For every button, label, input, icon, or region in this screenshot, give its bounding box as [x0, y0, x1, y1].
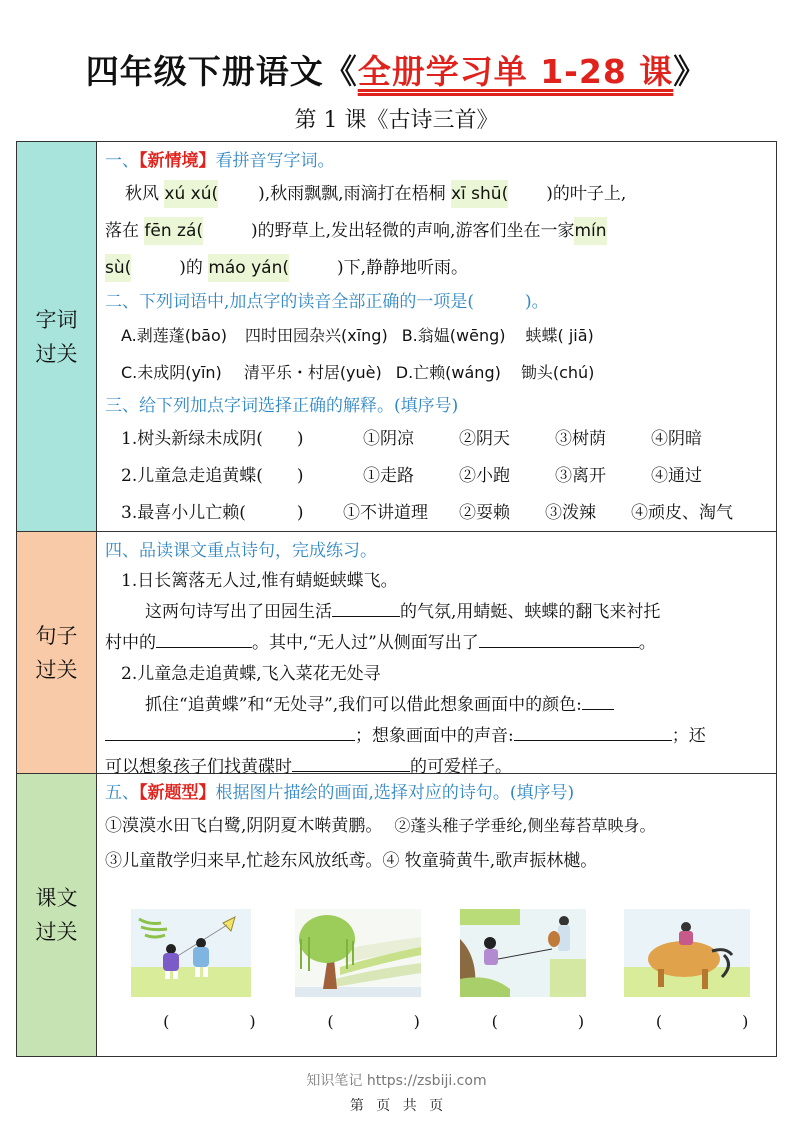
q3-option: ④顽皮、淘气: [631, 503, 733, 523]
question-2-heading: 二、下列词语中,加点字的读音全部正确的一项是( )。: [105, 292, 549, 312]
q4-p1-line: [105, 597, 770, 628]
question-4-heading: 四、品读课文重点诗句，完成练习。: [105, 541, 377, 561]
q1-text: 看拼音写字词。: [215, 151, 335, 171]
side-label-word: [17, 142, 97, 531]
q4-p1-line2: [105, 628, 770, 659]
side-label-line1: 句子: [35, 623, 78, 648]
answer-line[interactable]: [582, 691, 614, 710]
q2-option-c1: C.未成阴(yīn): [121, 363, 222, 382]
section-sentence: [17, 532, 776, 777]
q1-text-a: 秋风: [125, 184, 159, 204]
picture-kite: [131, 909, 288, 1032]
q1-text-e: )的野草上,发出轻微的声响,游客们坐在一家: [251, 221, 575, 241]
q4-p2-line2: [105, 721, 770, 752]
q3-option: ②耍赖: [459, 503, 510, 523]
q4-poem-2: 2.儿童急走追黄蝶,飞入菜花无处寻: [121, 664, 381, 684]
kite-flying-image: [131, 909, 251, 997]
pinyin-fenza: fēn zá(: [144, 217, 203, 245]
q4-text: 村中的: [105, 633, 156, 653]
side-label-sentence: [17, 532, 97, 773]
answer-line[interactable]: [292, 753, 410, 772]
q5-option-4: ④ 牧童骑黄牛,歌声振林樾。: [382, 851, 598, 871]
q5-options-12: [105, 808, 770, 844]
picture-row: [105, 879, 781, 1032]
q2-option-b1: B.翁媪(wēng): [401, 326, 506, 345]
lesson-subtitle: 第 1 课《古诗三首》: [294, 108, 499, 133]
cowherd-ox-image: [624, 909, 750, 997]
answer-paren[interactable]: ( ): [163, 1012, 288, 1031]
q1-line-2: [105, 213, 770, 250]
q1-line-1: [105, 176, 770, 213]
section-text: [17, 774, 781, 1056]
q2-options-cd: [105, 354, 770, 391]
worksheet-table: [16, 141, 781, 1057]
answer-paren[interactable]: ( ): [491, 1012, 617, 1031]
q4-text: 可以想象孩子们找黄碟时: [105, 757, 292, 777]
watermark: 知识笔记 https://zsbiji.com: [306, 1073, 487, 1089]
q2-option-d2: 锄头(chú): [520, 363, 595, 382]
q3-option: ②小跑: [459, 466, 510, 486]
q2-option-c2: 清平乐・村居(yuè): [243, 363, 382, 382]
child-fishing-image: [460, 909, 586, 997]
q4-text: 的可爱样子。: [410, 757, 512, 777]
answer-line[interactable]: [105, 722, 355, 741]
answer-line[interactable]: [479, 629, 639, 648]
section-word-content: [97, 142, 776, 531]
q4-text: 这两句诗写出了田园生活: [145, 602, 332, 622]
q3-option: ④阴暗: [651, 429, 702, 449]
q1-text-d: 落在: [105, 221, 139, 241]
q1-text-f: )的: [179, 258, 203, 278]
q3-option: ③树荫: [555, 429, 606, 449]
q4-poem-1: 1.日长篱落无人过,惟有蜻蜓蛱蝶飞。: [121, 571, 398, 591]
q1-text-g: )下,静静地听雨。: [336, 258, 469, 278]
q4-text: ；想象画面中的声音:: [355, 726, 514, 746]
pinyin-maoyan: máo yán(: [208, 254, 289, 282]
picture-ox: [624, 909, 781, 1032]
q3-option: ②阴天: [459, 429, 510, 449]
q5-tag: 【新题型】: [139, 783, 216, 803]
q2-option-d1: D.亡赖(wáng): [395, 363, 501, 382]
q4-text: 抓住“追黄蝶”和“无处寻”,我们可以借此想象画面中的颜色:: [145, 695, 582, 715]
q3-stem: 3.最喜小儿亡赖( ): [121, 503, 304, 523]
q2-option-a1: A.剥莲蓬(bāo): [121, 326, 227, 345]
q3-option: ①阴凉: [363, 429, 414, 449]
q1-line-3: [105, 250, 770, 287]
answer-line[interactable]: [514, 722, 672, 741]
side-label-line1: 字词: [35, 307, 78, 332]
q5-option-3: ③儿童散学归来早,忙趁东风放纸鸢。: [105, 851, 383, 871]
q3-option: ①不讲道理: [343, 503, 428, 523]
q5-option-1: ①漠漠水田飞白鹭,阴阴夏木啭黄鹏。: [105, 816, 383, 836]
q4-text: 。其中,“无人过”从侧面写出了: [252, 633, 479, 653]
answer-paren[interactable]: ( ): [655, 1012, 781, 1031]
side-label-line2: 过关: [35, 920, 78, 944]
q3-stem: 2.儿童急走追黄蝶( ): [121, 466, 304, 486]
q2-option-b2: 蛱蝶( jiā): [525, 326, 594, 345]
q3-option: ④通过: [651, 466, 702, 486]
section-text-content: [97, 774, 781, 1056]
section-word: [17, 142, 776, 532]
title-prefix: 四年级下册语文《: [85, 52, 358, 91]
title-highlight: 全册学习单 1-28 课: [357, 52, 674, 91]
pinyin-su: sù(: [105, 254, 131, 282]
side-label-line1: 课文: [35, 886, 78, 910]
answer-line[interactable]: [332, 598, 400, 617]
q1-text-c: )的叶子上,: [546, 184, 627, 204]
title-suffix: 》: [673, 52, 708, 91]
q4-p2-line: [105, 690, 770, 721]
q3-item-2: [105, 458, 770, 495]
q4-text: 。: [638, 633, 656, 653]
q1-text-b: ),秋雨飘飘,雨滴打在梧桐: [258, 184, 446, 204]
q3-option: ③离开: [555, 466, 606, 486]
question-5-heading: [105, 778, 770, 808]
pinyin-xuxu: xú xú(: [164, 180, 218, 208]
picture-willow: [295, 909, 452, 1032]
side-label-line2: 过关: [35, 341, 78, 366]
q5-options-34: [105, 844, 770, 879]
q5-text: 根据图片描绘的画面,选择对应的诗句。(填序号): [215, 783, 575, 803]
side-label-line2: 过关: [35, 657, 78, 682]
q1-num: 一、: [105, 151, 139, 171]
answer-line[interactable]: [156, 629, 252, 648]
page-number: 第 页 共 页: [349, 1098, 444, 1114]
q5-num: 五、: [105, 783, 139, 803]
picture-fishing: [460, 909, 617, 1032]
q3-option: ①走路: [363, 466, 414, 486]
answer-paren[interactable]: ( ): [327, 1012, 452, 1031]
q3-option: ③泼辣: [545, 503, 596, 523]
question-1-heading: [105, 146, 770, 176]
q4-text: 的气氛,用蜻蜓、蛱蝶的翻飞来衬托: [400, 602, 661, 622]
page-title: [0, 46, 793, 93]
pinyin-xishu: xī shū(: [451, 180, 508, 208]
q3-item-1: [105, 421, 770, 458]
q4-text: ；还: [671, 726, 706, 746]
section-sentence-content: [97, 532, 776, 777]
q2-options-ab: [105, 317, 770, 354]
q1-tag: 【新情境】: [139, 151, 216, 171]
question-3-heading: 三、给下列加点字词选择正确的解释。(填序号): [105, 396, 459, 416]
q2-option-a2: 四时田园杂兴(xīng): [245, 326, 388, 345]
willow-paddy-image: [295, 909, 421, 997]
q3-stem: 1.树头新绿未成阴( ): [121, 429, 304, 449]
q5-option-2: ②蓬头稚子学垂纶,侧坐莓苔草映身。: [394, 816, 656, 835]
q3-item-3: [105, 495, 770, 532]
pinyin-min: mín: [574, 217, 606, 245]
side-label-text: [17, 774, 97, 1056]
